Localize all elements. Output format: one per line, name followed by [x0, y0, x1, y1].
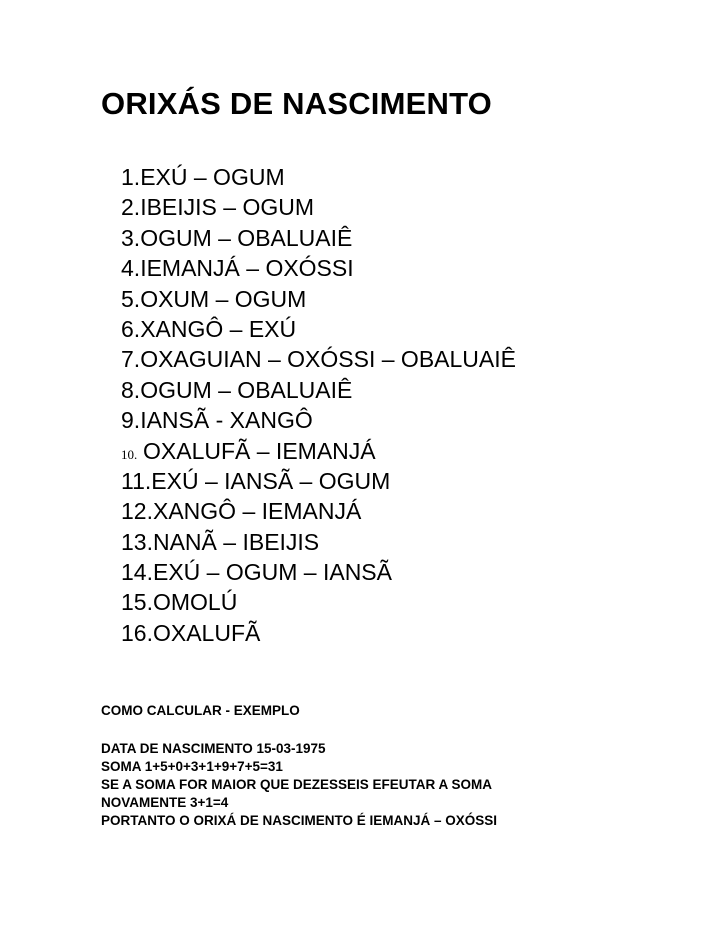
orixa-list	[121, 162, 516, 648]
list-item	[121, 557, 516, 587]
item-number: 5.	[121, 285, 141, 312]
list-item	[121, 496, 516, 526]
item-text: XANGÔ – IEMANJÁ	[152, 498, 362, 525]
list-item	[121, 618, 516, 648]
item-text: IBEIJIS – OGUM	[140, 194, 315, 221]
example-line: NOVAMENTE 3+1=4	[101, 795, 229, 810]
list-item	[121, 192, 516, 222]
item-number: 2.	[121, 194, 141, 221]
item-number: 7.	[121, 346, 141, 373]
item-text: XANGÔ – EXÚ	[140, 315, 297, 342]
item-number: 13.	[121, 528, 153, 555]
item-number: 4.	[121, 255, 141, 282]
list-item	[121, 527, 516, 557]
item-number: 6.	[121, 315, 141, 342]
item-text: IANSÃ - XANGÔ	[140, 407, 313, 434]
example-line: SE A SOMA FOR MAIOR QUE DEZESSEIS EFEUTAR A SOMA	[101, 777, 493, 792]
item-number: 15.	[121, 589, 153, 616]
item-number: 1.	[121, 164, 141, 190]
item-text: OXALUFÃ – IEMANJÁ	[143, 437, 376, 464]
item-text: OXUM – OGUM	[140, 285, 307, 312]
list-item	[121, 344, 516, 374]
list-item	[121, 375, 516, 405]
example-line: DATA DE NASCIMENTO 15-03-1975	[101, 741, 326, 756]
list-item	[121, 466, 516, 496]
item-number: 10.	[121, 446, 138, 462]
list-item	[121, 284, 516, 314]
item-number: 9.	[121, 407, 141, 434]
list-item	[121, 436, 516, 466]
item-number: 3.	[121, 224, 141, 251]
list-item	[121, 253, 516, 283]
item-number: 16.	[121, 619, 153, 646]
example-line: PORTANTO O ORIXÁ DE NASCIMENTO É IEMANJÁ – OXÓSSI	[101, 813, 498, 828]
item-number: 12.	[121, 498, 153, 525]
example-line: SOMA 1+5+0+3+1+9+7+5=31	[101, 759, 283, 774]
item-text: OXALUFÃ	[152, 619, 261, 646]
list-item	[121, 223, 516, 253]
item-text: OXAGUIAN – OXÓSSI – OBALUAIÊ	[140, 346, 516, 373]
page-title: ORIXÁS DE NASCIMENTO	[101, 86, 492, 121]
example-section	[101, 702, 497, 830]
item-text: OMOLÚ	[152, 589, 238, 616]
list-item	[121, 314, 516, 344]
item-number: 14.	[121, 559, 153, 586]
item-text: EXÚ – OGUM – IANSÃ	[152, 559, 392, 586]
list-item	[121, 587, 516, 617]
item-text: OGUM – OBALUAIÊ	[140, 224, 353, 251]
item-text: EXÚ – OGUM	[140, 164, 285, 190]
item-text: IEMANJÁ – OXÓSSI	[140, 255, 354, 282]
example-heading: COMO CALCULAR - EXEMPLO	[101, 703, 300, 718]
item-text: OGUM – OBALUAIÊ	[140, 376, 353, 403]
item-number: 8.	[121, 376, 141, 403]
item-text: NANÃ – IBEIJIS	[152, 528, 320, 555]
list-item	[121, 405, 516, 435]
list-item	[121, 162, 516, 192]
item-text: EXÚ – IANSÃ – OGUM	[151, 467, 391, 494]
item-number: 11.	[121, 467, 152, 494]
